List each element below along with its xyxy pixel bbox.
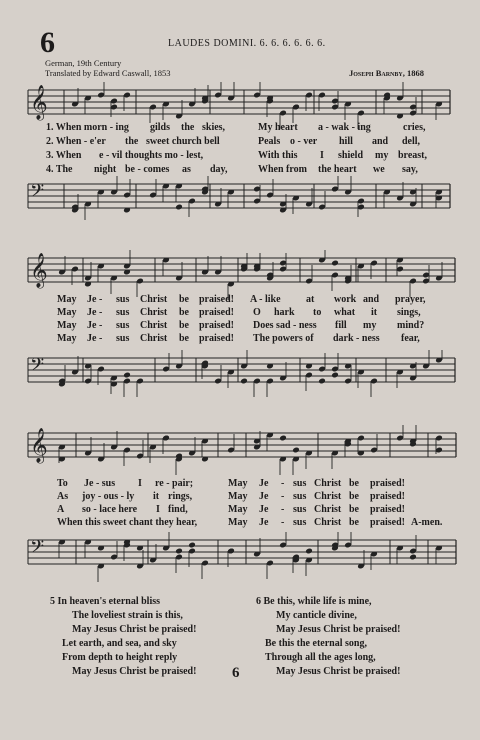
note-head — [175, 548, 183, 555]
lyric: Christ — [140, 307, 168, 318]
translator-credit: Translated by Edward Caswall, 1853 — [45, 68, 171, 78]
lyric: May — [57, 307, 77, 318]
lyric: mind? — [397, 320, 425, 331]
note-head — [331, 260, 339, 267]
lyric: Christ — [140, 294, 168, 305]
lyric: Je — [259, 478, 269, 489]
treble-clef-icon: 𝄞 — [30, 428, 48, 463]
note-head — [292, 447, 300, 454]
note-head — [409, 554, 417, 561]
stanza-line: May Jesus Christ be praised! — [276, 624, 401, 635]
lyric: it — [371, 307, 378, 318]
lyric: the — [181, 122, 195, 133]
lyric: e - vil thoughts mo - lest, — [99, 150, 204, 161]
lyric: a - wak - ing — [318, 122, 371, 133]
lyric: Christ — [140, 333, 168, 344]
lyric: the — [125, 136, 139, 147]
lyric: praised! — [370, 517, 405, 528]
note-head — [188, 542, 196, 549]
lyric: be — [349, 504, 359, 515]
stanza-line: From depth to height reply — [62, 652, 178, 663]
lyric: - — [281, 478, 285, 489]
lyric: May — [228, 504, 248, 515]
lyric: cries, — [403, 122, 426, 133]
lyric: re - pair; — [155, 478, 194, 489]
bass-clef-icon: 𝄢 — [30, 355, 45, 380]
lyric: - — [281, 517, 285, 528]
lyric: - — [281, 504, 285, 515]
system-2-bass-staff — [0, 350, 480, 400]
lyric: I — [320, 150, 324, 161]
note-head — [240, 378, 248, 385]
lyric: With this — [258, 150, 298, 161]
lyric: To — [57, 478, 68, 489]
lyric: May — [228, 517, 248, 528]
lyric: be — [349, 491, 359, 502]
lyric: Je - — [87, 294, 103, 305]
page-number: 6 — [232, 665, 240, 681]
bass-clef-icon: 𝄢 — [30, 181, 45, 206]
origin-credit: German, 19th Century — [45, 58, 122, 68]
lyric: what — [334, 307, 356, 318]
lyric: be — [179, 307, 189, 318]
note-head — [175, 204, 183, 211]
lyric: and — [372, 136, 389, 147]
lyric: 3. When — [46, 150, 82, 161]
lyric: dell, — [402, 136, 421, 147]
lyric: fear, — [401, 333, 420, 344]
lyric: 2. When - e'er — [46, 136, 106, 147]
lyric: May — [57, 294, 77, 305]
stanza-line: 6 Be this, while life is mine, — [256, 596, 372, 607]
lyric: sus — [116, 333, 130, 344]
lyric: A - like — [250, 294, 281, 305]
lyric: joy - ous - ly — [82, 491, 135, 502]
lyric: 1. When morn - ing — [46, 122, 129, 133]
lyric: my — [363, 320, 377, 331]
lyric: When this sweet chant they hear, — [57, 517, 198, 528]
lyric: Christ — [314, 491, 342, 502]
lyric: dark - ness — [333, 333, 380, 344]
lyric: praised! — [199, 294, 234, 305]
lyric: night — [94, 164, 117, 175]
lyric: sus — [293, 517, 307, 528]
lyric: When from — [258, 164, 307, 175]
lyric: find, — [168, 504, 188, 515]
lyric: As — [57, 491, 69, 502]
lyric: sings, — [397, 307, 421, 318]
stanza-line: 5 In heaven's eternal bliss — [50, 596, 161, 607]
lyric: My heart — [258, 122, 298, 133]
note-head — [318, 378, 326, 385]
lyric: be - comes — [125, 164, 170, 175]
lyric: be — [349, 517, 359, 528]
lyric: A — [57, 504, 65, 515]
lyric: skies, — [202, 122, 226, 133]
stanza-line: May Jesus Christ be praised! — [72, 666, 197, 677]
lyric: shield — [338, 150, 364, 161]
lyric: be — [349, 478, 359, 489]
lyric: at — [306, 294, 315, 305]
lyric: I — [156, 504, 160, 515]
lyric: sweet church bell — [146, 136, 220, 147]
lyric: sus — [293, 504, 307, 515]
lyric: be — [179, 333, 189, 344]
stanza-line: Let earth, and sea, and sky — [62, 638, 177, 649]
lyric: fill — [335, 320, 347, 331]
lyric: praised! — [370, 491, 405, 502]
lyric: O — [253, 307, 261, 318]
lyric: and — [363, 294, 380, 305]
lyric: Je - sus — [84, 478, 116, 489]
lyric: May — [228, 491, 248, 502]
treble-clef-icon: 𝄞 — [30, 85, 48, 120]
stanza-line: May Jesus Christ be praised! — [276, 666, 401, 677]
lyric: 4. The — [46, 164, 73, 175]
lyric: o - ver — [290, 136, 318, 147]
note-head — [305, 548, 313, 555]
lyric: Je — [259, 517, 269, 528]
lyric: be — [179, 294, 189, 305]
lyric: praised! — [199, 320, 234, 331]
bass-clef-icon: 𝄢 — [30, 537, 45, 562]
lyric: Does sad - ness — [253, 320, 317, 331]
lyric: May — [228, 478, 248, 489]
stanza-line: Be this the eternal song, — [265, 638, 367, 649]
lyric: Je - — [87, 307, 103, 318]
lyric: Christ — [314, 517, 342, 528]
lyric: Christ — [140, 320, 168, 331]
lyric: Je — [259, 504, 269, 515]
lyric: Peals — [258, 136, 281, 147]
stanza-line: The loveliest strain is this, — [72, 610, 183, 621]
lyric: - — [281, 491, 285, 502]
stanza-line: My canticle divine, — [276, 610, 357, 621]
lyric: Je — [259, 491, 269, 502]
lyric: praised! — [199, 333, 234, 344]
lyric: day, — [210, 164, 228, 175]
lyric: gilds — [150, 122, 171, 133]
lyric: breast, — [398, 150, 427, 161]
lyric: praised! — [370, 478, 405, 489]
lyric: so - lace here — [82, 504, 138, 515]
note-head — [123, 372, 131, 379]
lyric: say, — [402, 164, 418, 175]
lyric: be — [179, 320, 189, 331]
lyric: Je - — [87, 333, 103, 344]
lyric: A-men. — [411, 517, 443, 528]
lyric: sus — [293, 491, 307, 502]
lyric: the heart — [318, 164, 357, 175]
lyric: Je - — [87, 320, 103, 331]
treble-clef-icon: 𝄞 — [30, 253, 48, 288]
stanza-line: May Jesus Christ be praised! — [72, 624, 197, 635]
lyric: it — [153, 491, 160, 502]
note-head — [279, 435, 287, 442]
hymn-number: 6 — [40, 26, 55, 59]
lyric: hill — [339, 136, 353, 147]
composer-credit: Joseph Barnby, 1868 — [349, 68, 424, 78]
lyric: May — [57, 333, 77, 344]
lyric: Christ — [314, 504, 342, 515]
tune-title: LAUDES DOMINI. 6. 6. 6. 6. 6. 6. — [168, 38, 326, 49]
lyric: sus — [116, 307, 130, 318]
lyric: hark — [274, 307, 295, 318]
lyric: sus — [116, 294, 130, 305]
stanza-line: Through all the ages long, — [265, 652, 376, 663]
lyric: rings, — [168, 491, 193, 502]
lyric: my — [375, 150, 389, 161]
lyric: Christ — [314, 478, 342, 489]
note-head — [331, 372, 339, 379]
system-2-treble-staff — [0, 250, 480, 300]
lyric: sus — [116, 320, 130, 331]
lyric: I — [138, 478, 142, 489]
lyric: as — [182, 164, 191, 175]
lyric: praised! — [370, 504, 405, 515]
lyric: The powers of — [253, 333, 314, 344]
system-3-bass-staff — [0, 532, 480, 582]
lyric: praised! — [199, 307, 234, 318]
lyric: sus — [293, 478, 307, 489]
system-1-bass-staff — [0, 176, 480, 226]
lyric: May — [57, 320, 77, 331]
lyric: we — [373, 164, 385, 175]
system-3-treble-staff — [0, 425, 480, 475]
lyric: work — [334, 294, 357, 305]
lyric: to — [313, 307, 322, 318]
lyric: prayer, — [395, 294, 426, 305]
